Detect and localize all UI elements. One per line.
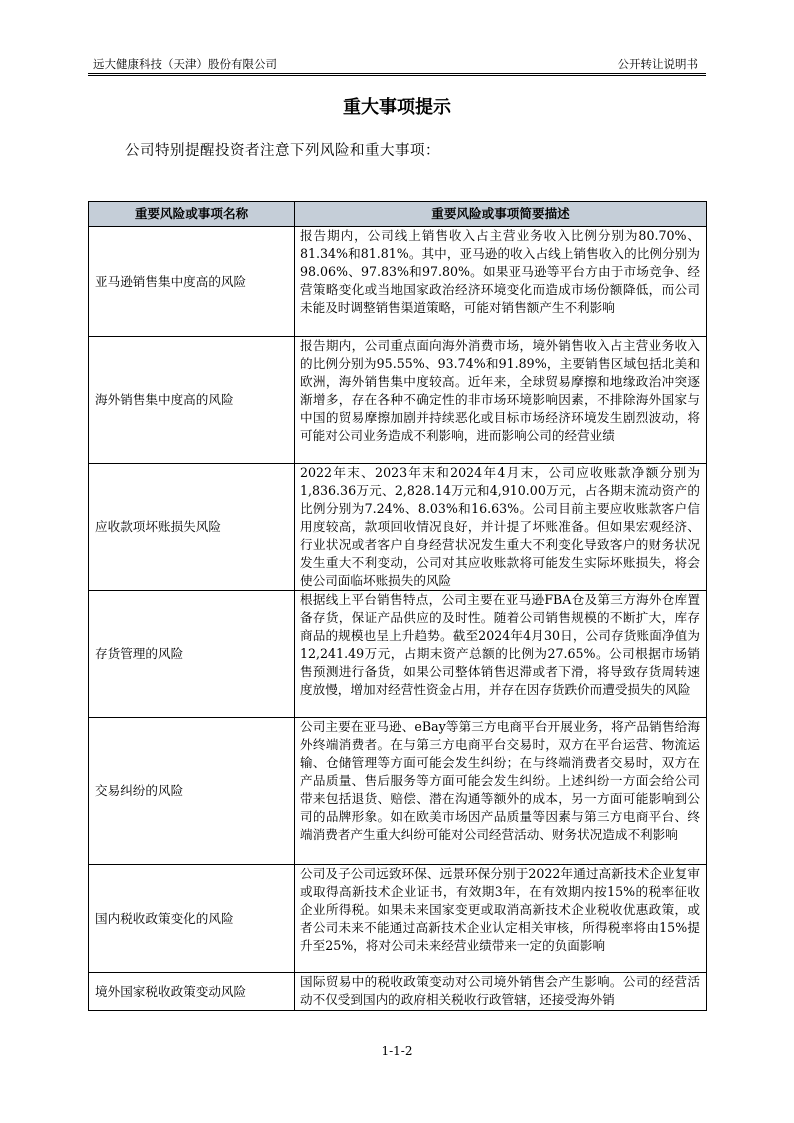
risk-name: 海外销售集中度高的风险	[89, 337, 295, 464]
table-row	[89, 973, 707, 1011]
risk-name: 境外国家税收政策变动风险	[89, 973, 295, 1011]
table-row	[89, 718, 707, 865]
risk-description: 根据线上平台销售特点，公司主要在亚马逊FBA仓及第三方海外仓库置备存货，保证产品供应的及时性。随着公司销售规模的不断扩大，库存商品的规模也呈上升趋势。截至2024年4月30日，公司存货账面净值为12,241.49万元，占期末资产总额的比例为27.65%。公司根据市场销售预测进行备货，如果公司整体销售迟滞或者下滑，将导致存货周转速度放慢，增加对经营性资金占用，并存在因存货跌价而遭受损失的风险	[295, 591, 707, 718]
risk-name: 国内税收政策变化的风险	[89, 865, 295, 973]
header-company-name: 远大健康科技（天津）股份有限公司	[93, 57, 277, 71]
header-divider-double	[88, 75, 706, 76]
table-row	[89, 464, 707, 591]
risk-description: 报告期内，公司线上销售收入占主营业务收入比例分别为80.70%、81.34%和81.81%。其中，亚马逊的收入占线上销售收入的比例分别为98.06%、97.83%和97.80%。如果亚马逊等平台方由于市场竞争、经营策略变化或当地国家政治经济环境变化而造成市场份额降低，而公司未能及时调整销售渠道策略，可能对销售额产生不利影响	[295, 227, 707, 337]
table-header-row	[89, 202, 707, 227]
column-header-risk-name: 重要风险或事项名称	[89, 202, 295, 227]
table-row	[89, 337, 707, 464]
risk-name: 应收款项坏账损失风险	[89, 464, 295, 591]
page-number: 1-1-2	[381, 1044, 413, 1058]
page-title: 重大事项提示	[343, 97, 451, 118]
risk-name: 交易纠纷的风险	[89, 718, 295, 865]
risk-name: 亚马逊销售集中度高的风险	[89, 227, 295, 337]
risk-table	[88, 201, 707, 1011]
risk-description: 报告期内，公司重点面向海外消费市场，境外销售收入占主营业务收入的比例分别为95.55%、93.74%和91.89%，主要销售区域包括北美和欧洲，海外销售集中度较高。近年来，全球贸易摩擦和地缘政治冲突逐渐增多，存在各种不确定性的非市场环境影响因素，不排除海外国家与中国的贸易摩擦加剧并持续恶化或目标市场经济环境发生剧烈波动，将可能对公司业务造成不利影响，进而影响公司的经营业绩	[295, 337, 707, 464]
header-divider	[88, 73, 706, 74]
risk-description: 2022年末、2023年末和2024年4月末，公司应收账款净额分别为1,836.36万元、2,828.14万元和4,910.00万元，占各期末流动资产的比例分别为7.24%、8.03%和16.63%。公司目前主要应收账款客户信用度较高，款项回收情况良好，并计提了坏账准备。但如果宏观经济、行业状况或者客户自身经营状况发生重大不利变化导致客户的财务状况发生重大不利变动，公司对其应收账款将可能发生实际坏账损失，将会使公司面临坏账损失的风险	[295, 464, 707, 591]
table-row	[89, 865, 707, 973]
table-row	[89, 227, 707, 337]
intro-paragraph: 公司特别提醒投资者注意下列风险和重大事项：	[125, 143, 440, 159]
risk-description: 公司及子公司远致环保、远景环保分别于2022年通过高新技术企业复审或取得高新技术企业证书，有效期3年，在有效期内按15%的税率征收企业所得税。如果未来国家变更或取消高新技术企业税收优惠政策，或者公司未来不能通过高新技术企业认定相关审核，所得税率将由15%提升至25%，将对公司未来经营业绩带来一定的负面影响	[295, 865, 707, 973]
risk-description: 公司主要在亚马逊、eBay等第三方电商平台开展业务，将产品销售给海外终端消费者。在与第三方电商平台交易时，双方在平台运营、物流运输、仓储管理等方面可能会发生纠纷；在与终端消费者交易时，双方在产品质量、售后服务等方面可能会发生纠纷。上述纠纷一方面会给公司带来包括退货、赔偿、潜在沟通等额外的成本，另一方面可能影响到公司的品牌形象。如在欧美市场因产品质量等因素与第三方电商平台、终端消费者产生重大纠纷可能对公司经营活动、财务状况造成不利影响	[295, 718, 707, 865]
header-document-type: 公开转让说明书	[617, 57, 698, 71]
table-row	[89, 591, 707, 718]
risk-description: 国际贸易中的税收政策变动对公司境外销售会产生影响。公司的经营活动不仅受到国内的政府相关税收行政管辖，还接受海外销	[295, 973, 707, 1011]
column-header-risk-description: 重要风险或事项简要描述	[295, 202, 707, 227]
risk-name: 存货管理的风险	[89, 591, 295, 718]
